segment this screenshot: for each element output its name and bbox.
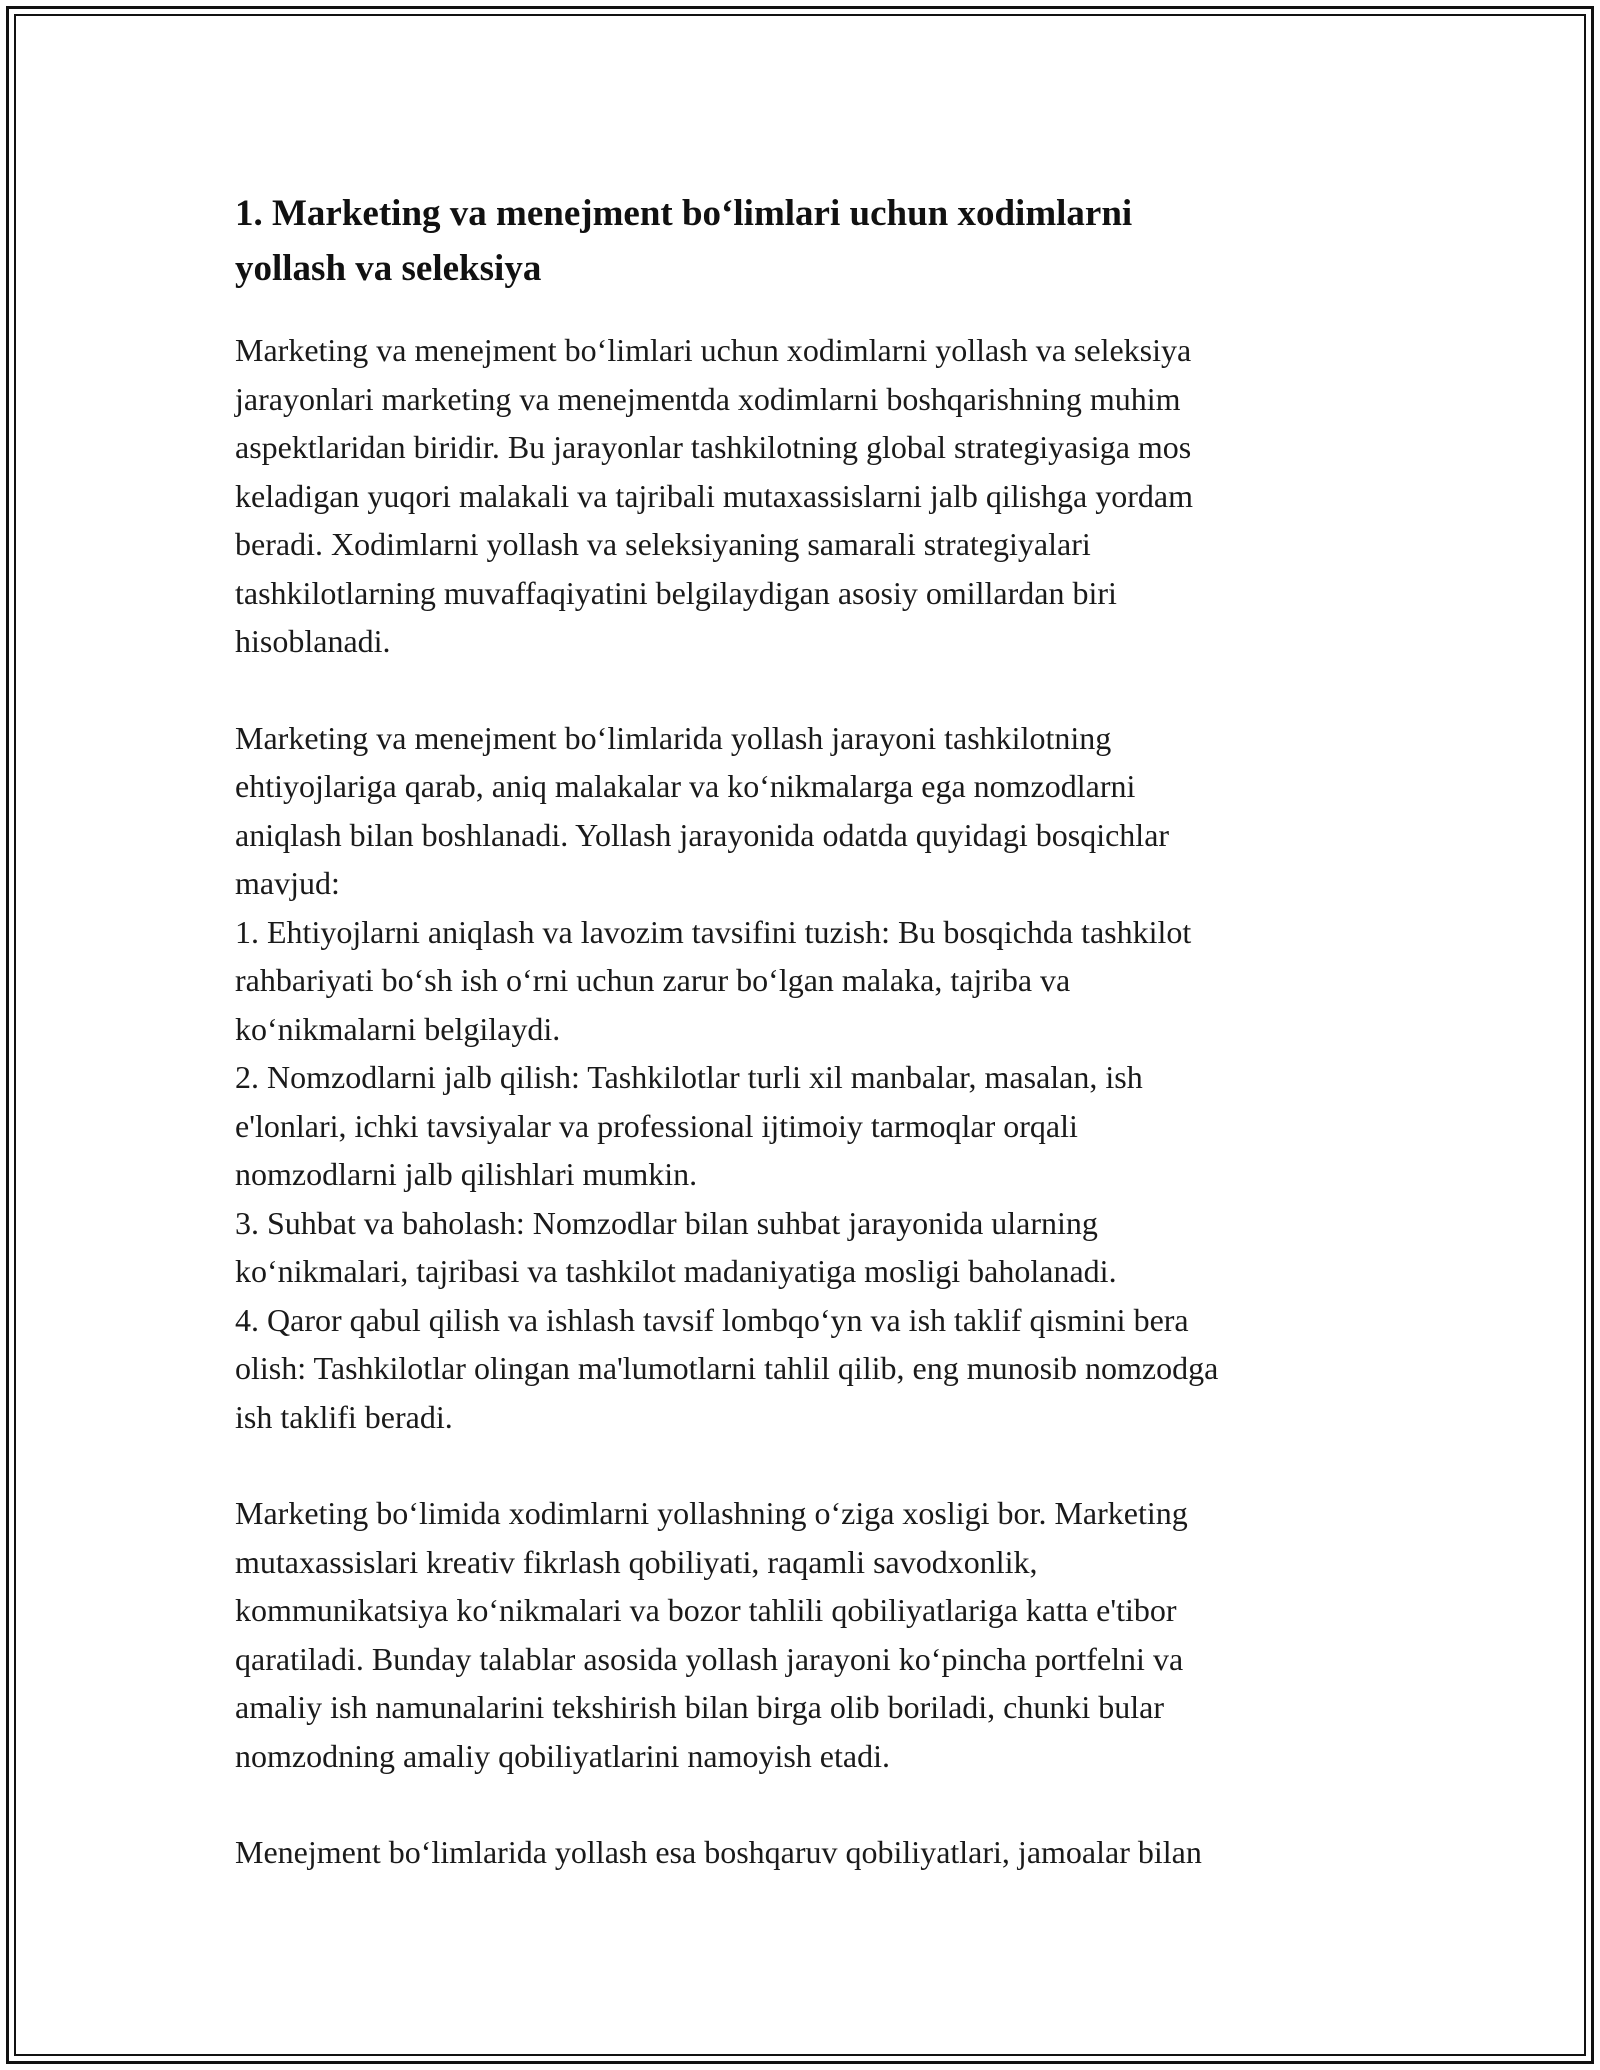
text-line: ehtiyojlariga qarab, aniq malakalar va ko‘nikmalarga ega nomzodlarni	[235, 768, 1136, 804]
heading-line: yollash va seleksiya	[235, 248, 542, 289]
text-line: nomzodning amaliy qobiliyatlarini namoyish etadi.	[235, 1737, 890, 1774]
list-item-line: 4. Qaror qabul qilish va ishlash tavsif lombqo‘yn va ish taklif qismini bera	[235, 1301, 1189, 1338]
list-item-line: e'lonlari, ichki tavsiyalar va professional ijtimoiy tarmoqlar orqali	[235, 1107, 1078, 1144]
text-line: aniqlash bilan boshlanadi. Yollash jarayonida odatda quyidagi bosqichlar	[235, 816, 1170, 853]
text-line: tashkilotlarning muvaffaqiyatini belgilaydigan asosiy omillardan biri	[235, 574, 1117, 611]
text-line: kommunikatsiya ko‘nikmalari va bozor tahlili qobiliyatlariga katta e'tibor	[235, 1592, 1177, 1628]
section-heading	[235, 186, 1385, 296]
list-item-line: 3. Suhbat va baholash: Nomzodlar bilan suhbat jarayonida ularning	[235, 1204, 1098, 1241]
list-item-line: nomzodlarni jalb qilishlari mumkin.	[235, 1156, 698, 1192]
list-item-line: ish taklifi beradi.	[235, 1398, 453, 1435]
text-line: Marketing va menejment bo‘limlari uchun xodimlarni yollash va seleksiya	[235, 332, 1192, 368]
list-item-line: olish: Tashkilotlar olingan ma'lumotlarni tahlil qilib, eng munosib nomzodga	[235, 1350, 1219, 1386]
text-line: mavjud:	[235, 865, 340, 901]
paragraph-intro	[235, 326, 1385, 666]
paragraph-management	[235, 1828, 1385, 1877]
text-line: Marketing va menejment bo‘limlarida yollash jarayoni tashkilotning	[235, 719, 1112, 756]
text-line: keladigan yuqori malakali va tajribali mutaxassislarni jalb qilishga yordam	[235, 477, 1193, 514]
text-line: aspektlaridan biridir. Bu jarayonlar tashkilotning global strategiyasiga mos	[235, 429, 1192, 465]
list-item-line: rahbariyati bo‘sh ish o‘rni uchun zarur bo‘lgan malaka, tajriba va	[235, 962, 1071, 998]
text-line: mutaxassislari kreativ fikrlash qobiliyati, raqamli savodxonlik,	[235, 1543, 1038, 1580]
list-item-line: ko‘nikmalarni belgilaydi.	[235, 1010, 561, 1047]
paragraph-hiring-steps	[235, 714, 1385, 1442]
document-body	[235, 186, 1385, 1925]
list-item-line: 2. Nomzodlarni jalb qilish: Tashkilotlar turli xil manbalar, masalan, ish	[235, 1059, 1143, 1095]
paragraph-marketing	[235, 1489, 1385, 1780]
text-line: Marketing bo‘limida xodimlarni yollashning o‘ziga xosligi bor. Marketing	[235, 1495, 1188, 1531]
list-item-line: 1. Ehtiyojlarni aniqlash va lavozim tavsifini tuzish: Bu bosqichda tashkilot	[235, 913, 1192, 950]
text-line: beradi. Xodimlarni yollash va seleksiyaning samarali strategiyalari	[235, 526, 1091, 562]
list-item-line: ko‘nikmalari, tajribasi va tashkilot madaniyatiga mosligi baholanadi.	[235, 1253, 1117, 1289]
text-line: jarayonlari marketing va menejmentda xodimlarni boshqarishning muhim	[235, 380, 1181, 417]
text-line: qaratiladi. Bunday talablar asosida yollash jarayoni ko‘pincha portfelni va	[235, 1640, 1184, 1677]
text-line: Menejment bo‘limlarida yollash esa boshqaruv qobiliyatlari, jamoalar bilan	[235, 1834, 1202, 1870]
text-line: hisoblanadi.	[235, 623, 391, 659]
heading-line: 1. Marketing va menejment bo‘limlari uchun xodimlarni	[235, 193, 1133, 234]
text-line: amaliy ish namunalarini tekshirish bilan birga olib boriladi, chunki bular	[235, 1689, 1164, 1725]
